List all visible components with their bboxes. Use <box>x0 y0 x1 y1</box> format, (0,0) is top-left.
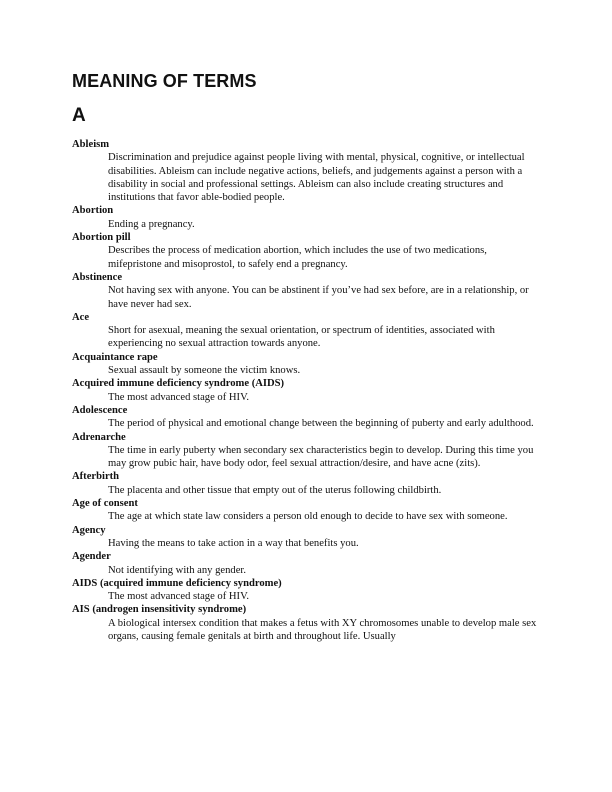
entry-term: AIS (androgen insensitivity syndrome) <box>72 604 247 616</box>
entry-definition: Short for asexual, meaning the sexual orientation, or spectrum of identities, associated with experiencing no sexual attraction towards anyone. <box>108 325 495 350</box>
entry-term: Agency <box>72 524 106 536</box>
entry-term: Ableism <box>72 139 110 150</box>
entry-term: Acquired immune deficiency syndrome (AIDS) <box>72 378 285 390</box>
section-letter: A <box>72 105 86 126</box>
glossary-entry <box>72 138 540 204</box>
entry-term: Age of consent <box>72 498 138 510</box>
entry-term: Abortion pill <box>72 232 131 244</box>
entry-term: Acquaintance rape <box>72 351 158 363</box>
entry-definition: The most advanced stage of HIV. <box>108 391 250 403</box>
glossary-entry <box>72 497 540 524</box>
glossary-entry <box>72 377 540 404</box>
glossary-entry <box>72 470 540 497</box>
entry-term: Abstinence <box>72 271 123 283</box>
glossary-entry <box>72 404 540 431</box>
entry-term: Abortion <box>72 205 114 217</box>
entry-definition: Sexual assault by someone the victim knows. <box>108 365 301 377</box>
entry-term: Ace <box>72 311 90 323</box>
entry-definition: The period of physical and emotional change between the beginning of puberty and early adulthood. <box>108 418 534 430</box>
entry-definition: The age at which state law considers a person old enough to decide to have sex with someone. <box>108 511 508 523</box>
glossary-entry <box>72 311 540 351</box>
entry-term: Afterbirth <box>72 471 120 483</box>
entry-term: Adrenarche <box>72 431 126 443</box>
glossary-entry <box>72 577 540 604</box>
entry-definition: Describes the process of medication abortion, which includes the use of two medications, mifepristone and misoprostol, to safely end a pregnancy. <box>108 245 487 270</box>
entry-definition: The most advanced stage of HIV. <box>108 591 250 603</box>
glossary-entry <box>72 550 540 577</box>
entry-definition: The placenta and other tissue that empty out of the uterus following childbirth. <box>108 484 442 496</box>
entry-definition: A biological intersex condition that makes a fetus with XY chromosomes unable to develop male sex organs, causing female genitals at birth and throughout life. Usually <box>108 617 537 642</box>
entry-definition: Ending a pregnancy. <box>108 218 195 230</box>
entry-definition: The time in early puberty when secondary sex characteristics begin to develop. During this time you may grow pubic hair, have body odor, feel sexual attraction/desire, and have acne (zits). <box>108 444 534 470</box>
entry-definition: Not identifying with any gender. <box>108 564 246 576</box>
glossary-entry <box>72 271 540 311</box>
entry-definition: Not having sex with anyone. You can be abstinent if you’ve had sex before, are in a relationship, or have never had sex. <box>108 285 529 310</box>
glossary-entry <box>72 204 540 231</box>
page-title: MEANING OF TERMS <box>72 71 257 91</box>
glossary-entry <box>72 431 540 471</box>
glossary-entry <box>72 231 540 271</box>
glossary-entry <box>72 351 540 378</box>
entry-term: AIDS (acquired immune deficiency syndrome) <box>72 577 282 589</box>
entry-definition: Having the means to take action in a way that benefits you. <box>108 537 359 549</box>
glossary-list <box>72 138 540 643</box>
entry-definition: Discrimination and prejudice against people living with mental, physical, cognitive, or intellectual disabilities. Ableism can include negative actions, beliefs, and judgements against a person with a disability in social and professional settings. Ableism can also include creating structures and institutions that favor able-bodied people. <box>108 152 525 204</box>
glossary-entry <box>72 603 540 643</box>
entry-term: Agender <box>72 551 111 563</box>
entry-term: Adolescence <box>72 404 128 416</box>
glossary-entry <box>72 524 540 551</box>
